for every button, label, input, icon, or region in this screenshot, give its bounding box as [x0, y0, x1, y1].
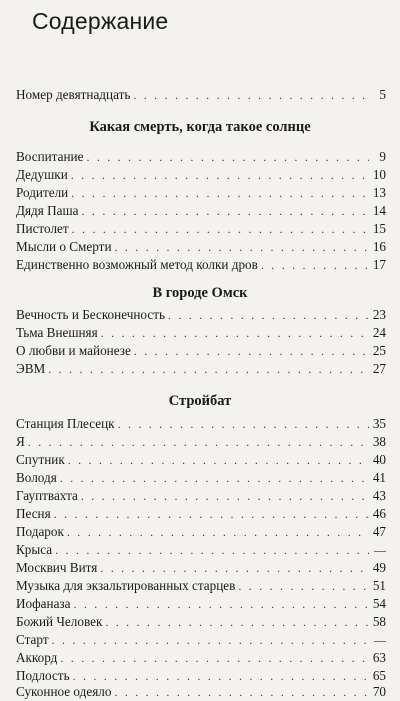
entry-page: 49 [372, 560, 386, 575]
entry-title: Мысли о Смерти [16, 239, 112, 254]
leader-dots [71, 166, 369, 184]
leader-dots [55, 541, 369, 559]
leader-dots [118, 415, 369, 433]
entry-page: 63 [372, 650, 386, 665]
toc-entry[interactable] [16, 559, 386, 577]
toc-entry[interactable] [16, 505, 386, 523]
toc-entry[interactable] [16, 184, 386, 202]
entry-title: Подлость [16, 668, 70, 683]
entry-title: О любви и майонезе [16, 343, 131, 358]
entry-page: 41 [372, 470, 386, 485]
leader-dots [60, 649, 369, 667]
entry-page: 16 [372, 239, 386, 254]
leader-dots [114, 683, 369, 701]
leader-dots [71, 184, 369, 202]
entry-title: Старт [16, 632, 49, 647]
toc-entry[interactable] [16, 541, 386, 559]
entry-title: Тьма Внешняя [16, 325, 98, 340]
entry-title: Песня [16, 506, 51, 521]
entry-title: Володя [16, 470, 57, 485]
entry-page: — [374, 543, 386, 557]
entry-page: 23 [372, 307, 386, 322]
leader-dots [48, 360, 369, 378]
entry-page: 58 [372, 614, 386, 629]
toc-entry[interactable] [16, 683, 386, 701]
leader-dots [68, 451, 369, 469]
entry-page: 70 [372, 684, 386, 699]
entry-title: Спутник [16, 452, 65, 467]
entry-page: 65 [372, 668, 386, 683]
toc-entry[interactable] [16, 306, 386, 324]
toc-entry[interactable] [16, 613, 386, 631]
toc-entry[interactable] [16, 86, 386, 104]
toc-entry[interactable] [16, 469, 386, 487]
entry-title: Единственно возможный метод колки дров [16, 257, 258, 272]
toc-entry[interactable] [16, 577, 386, 595]
toc-entry[interactable] [16, 324, 386, 342]
entry-page: 14 [372, 203, 386, 218]
leader-dots [105, 613, 369, 631]
toc-entry[interactable] [16, 238, 386, 256]
leader-dots [101, 324, 369, 342]
entry-page: 43 [372, 488, 386, 503]
entry-page: 54 [372, 596, 386, 611]
toc-entry[interactable] [16, 523, 386, 541]
entry-page: 9 [379, 149, 386, 164]
leader-dots [60, 469, 369, 487]
entry-page: 5 [379, 87, 386, 102]
entry-title: Аккорд [16, 650, 58, 665]
entry-page: 24 [372, 325, 386, 340]
entry-title: Воспитание [16, 149, 84, 164]
toc-entry[interactable] [16, 256, 386, 274]
toc-entry[interactable] [16, 649, 386, 667]
leader-dots [28, 433, 369, 451]
entry-title: Родители [16, 185, 69, 200]
toc-entry[interactable] [16, 342, 386, 360]
leader-dots [67, 523, 369, 541]
toc-entry[interactable] [16, 433, 386, 451]
entry-title: Я [16, 434, 25, 449]
leader-dots [72, 220, 369, 238]
page-title: Содержание [32, 8, 169, 34]
toc-entry[interactable] [16, 415, 386, 433]
section-heading: В городе Омск [152, 285, 248, 301]
entry-page: 51 [372, 578, 386, 593]
toc-entry[interactable] [16, 360, 386, 378]
entry-title: Вечность и Бесконечность [16, 307, 165, 322]
leader-dots [133, 86, 369, 104]
entry-title: Пистолет [16, 221, 69, 236]
entry-title: Подарок [16, 524, 64, 539]
entry-title: Музыка для экзальтированных старцев [16, 578, 236, 593]
toc-entry[interactable] [16, 202, 386, 220]
entry-page: 15 [372, 221, 386, 236]
toc-entry[interactable] [16, 166, 386, 184]
leader-dots [86, 148, 369, 166]
entry-page: 35 [372, 416, 386, 431]
entry-page: 40 [372, 452, 386, 467]
entry-title: Божий Человек [16, 614, 103, 629]
entry-page: 10 [372, 167, 386, 182]
entry-title: Суконное одеяло [16, 684, 112, 699]
entry-page: 47 [372, 524, 386, 539]
section-heading: Стройбат [168, 393, 232, 409]
section-heading: Какая смерть, когда такое солнце [89, 119, 311, 135]
entry-page: 17 [372, 257, 386, 272]
entry-page: 38 [372, 434, 386, 449]
entry-title: Гауптвахта [16, 488, 78, 503]
entry-title: Москвич Витя [16, 560, 98, 575]
leader-dots [134, 342, 369, 360]
entry-title: Дедушки [16, 167, 68, 182]
leader-dots [261, 256, 369, 274]
leader-dots [81, 487, 369, 505]
entry-title: Крыса [16, 542, 53, 557]
toc-entry[interactable] [16, 451, 386, 469]
leader-dots [238, 577, 369, 595]
toc-entry[interactable] [16, 631, 386, 649]
leader-dots [100, 559, 369, 577]
entry-page: 13 [372, 185, 386, 200]
entry-page: 25 [372, 343, 386, 358]
toc-entry[interactable] [16, 595, 386, 613]
leader-dots [82, 202, 369, 220]
toc-entry[interactable] [16, 487, 386, 505]
entry-page: 27 [372, 361, 386, 376]
entry-title: Станция Плесецк [16, 416, 115, 431]
leader-dots [74, 595, 370, 613]
leader-dots [168, 306, 369, 324]
leader-dots [54, 505, 369, 523]
entry-title: Дядя Паша [16, 203, 79, 218]
toc-entry[interactable] [16, 220, 386, 238]
entry-title: ЭВМ [16, 361, 46, 376]
entry-title: Иофаназа [16, 596, 71, 611]
leader-dots [115, 238, 370, 256]
entry-title: Номер девятнадцать [16, 87, 131, 102]
entry-page: 46 [372, 506, 386, 521]
toc-entry[interactable] [16, 148, 386, 166]
entry-page: — [374, 633, 386, 647]
leader-dots [52, 631, 369, 649]
